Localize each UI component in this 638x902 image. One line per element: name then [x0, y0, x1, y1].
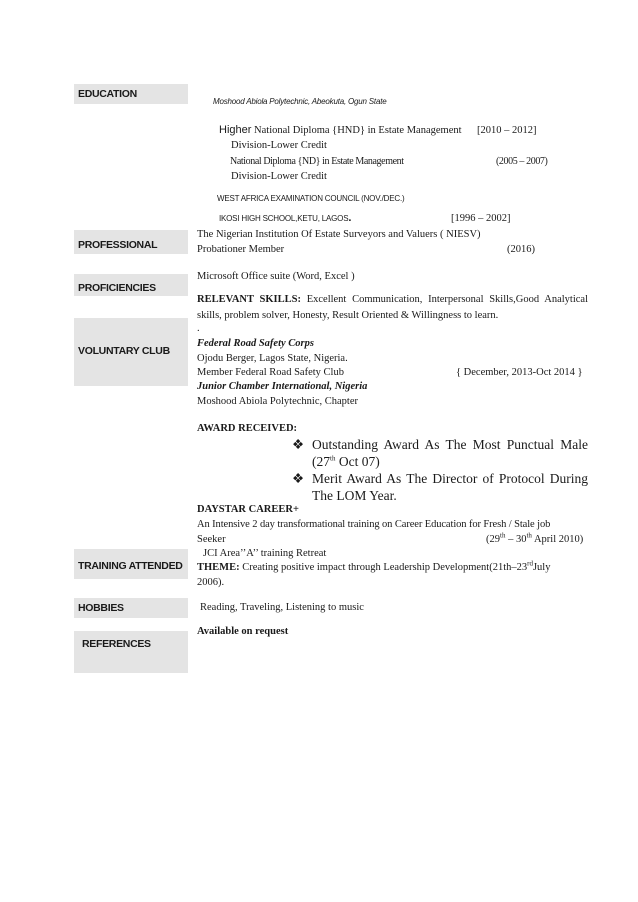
award-1-day: (27 — [312, 454, 330, 469]
education-institution: Moshood Abiola Polytechnic, Abeokuta, Ogun State — [213, 97, 387, 106]
skills-text: Excellent Communication, Interpersonal Skills,Good Analytical skills, problem solver, Honesty, Result Oriented & Willingness to learn. — [197, 294, 588, 321]
skills-label: RELEVANT SKILLS: — [197, 294, 301, 305]
nd-grade: Division-Lower Credit — [231, 171, 327, 182]
theme-text: Creating positive impact through Leadership Development(21th–23 — [242, 562, 528, 573]
award-1-text: Outstanding Award As The Most Punctual Male — [312, 437, 588, 452]
theme-sup: rd — [527, 559, 533, 568]
org-frsc-location: Ojodu Berger, Lagos State, Nigeria. — [197, 353, 348, 364]
references-label: REFERENCES — [74, 631, 188, 673]
hnd-prefix: Higher — [219, 124, 252, 136]
education-label: EDUCATION — [74, 84, 188, 104]
frsc-membership: Member Federal Road Safety Club — [197, 367, 344, 378]
training-line2: Seeker — [197, 534, 226, 545]
professional-label: PROFESSIONAL — [74, 230, 188, 254]
proficiencies-label: PROFICIENCIES — [74, 274, 188, 296]
voluntary-club-label: VOLUNTARY CLUB — [74, 318, 188, 386]
training-date-start: (29 — [486, 534, 500, 545]
theme-label: THEME: — [197, 562, 240, 573]
training-line1: An Intensive 2 day transformational training on Career Education for Fresh / Stale job — [197, 519, 551, 530]
references-text: Available on request — [197, 626, 289, 637]
school-dot: . — [348, 212, 352, 224]
award-1-date — [292, 453, 588, 470]
nd-years: (2005 – 2007) — [496, 156, 548, 167]
secondary-school — [219, 212, 351, 225]
hnd-rest: National Diploma {HND} in Estate Management — [251, 125, 462, 136]
award-item-1 — [292, 436, 588, 453]
training-heading: DAYSTAR CAREER+ — [197, 504, 299, 515]
professional-line1: The Nigerian Institution Of Estate Surveyors and Valuers ( NIESV) — [197, 229, 481, 240]
theme-end: July — [532, 562, 551, 573]
award-2-text-cont: The LOM Year. — [312, 488, 397, 503]
award-list — [292, 436, 588, 504]
training-date-mid: – 30 — [505, 534, 527, 545]
award-1-rest: Oct 07) — [335, 454, 380, 469]
school-name: IKOSI HIGH SCHOOL,KETU, LAGOS — [219, 214, 349, 223]
professional-year: (2016) — [507, 244, 535, 255]
diamond-bullet-icon: ❖ — [292, 437, 305, 452]
jci-retreat: JCI Area’’A’’ training Retreat — [203, 548, 327, 559]
skills-dot: . — [197, 323, 200, 334]
hnd-qualification — [219, 124, 462, 137]
award-2-text: Merit Award As The Director of Protocol During — [312, 471, 588, 486]
professional-line2: Probationer Member — [197, 244, 285, 255]
frsc-dates: { December, 2013-Oct 2014 } — [456, 367, 583, 378]
training-dates — [486, 533, 583, 546]
nd-qualification: National Diploma {ND} in Estate Management — [230, 156, 404, 167]
training-sup1: th — [500, 531, 506, 540]
hnd-grade: Division-Lower Credit — [231, 140, 327, 151]
training-attended-label: TRAINING ATTENDED — [74, 549, 188, 579]
hobbies-label: HOBBIES — [74, 598, 188, 618]
proficiencies-line: Microsoft Office suite (Word, Excel ) — [197, 271, 355, 282]
school-years: [1996 – 2002] — [451, 213, 511, 224]
org-frsc: Federal Road Safety Corps — [197, 338, 314, 349]
diamond-bullet-icon: ❖ — [292, 471, 305, 486]
relevant-skills — [197, 292, 588, 324]
theme-year: 2006). — [197, 577, 225, 588]
waec-line: WEST AFRICA EXAMINATION COUNCIL (NOV./DEC.) — [217, 194, 405, 203]
award-heading: AWARD RECEIVED: — [197, 423, 298, 434]
training-theme — [197, 561, 550, 574]
training-sup2: th — [526, 531, 532, 540]
award-1-sup: th — [330, 454, 336, 463]
hnd-years: [2010 – 2012] — [477, 125, 537, 136]
org-jci: Junior Chamber International, Nigeria — [197, 381, 368, 392]
award-item-2 — [292, 470, 588, 487]
org-jci-location: Moshood Abiola Polytechnic, Chapter — [197, 396, 358, 407]
hobbies-text: Reading, Traveling, Listening to music — [200, 602, 364, 613]
training-date-end: April 2010) — [531, 534, 584, 545]
